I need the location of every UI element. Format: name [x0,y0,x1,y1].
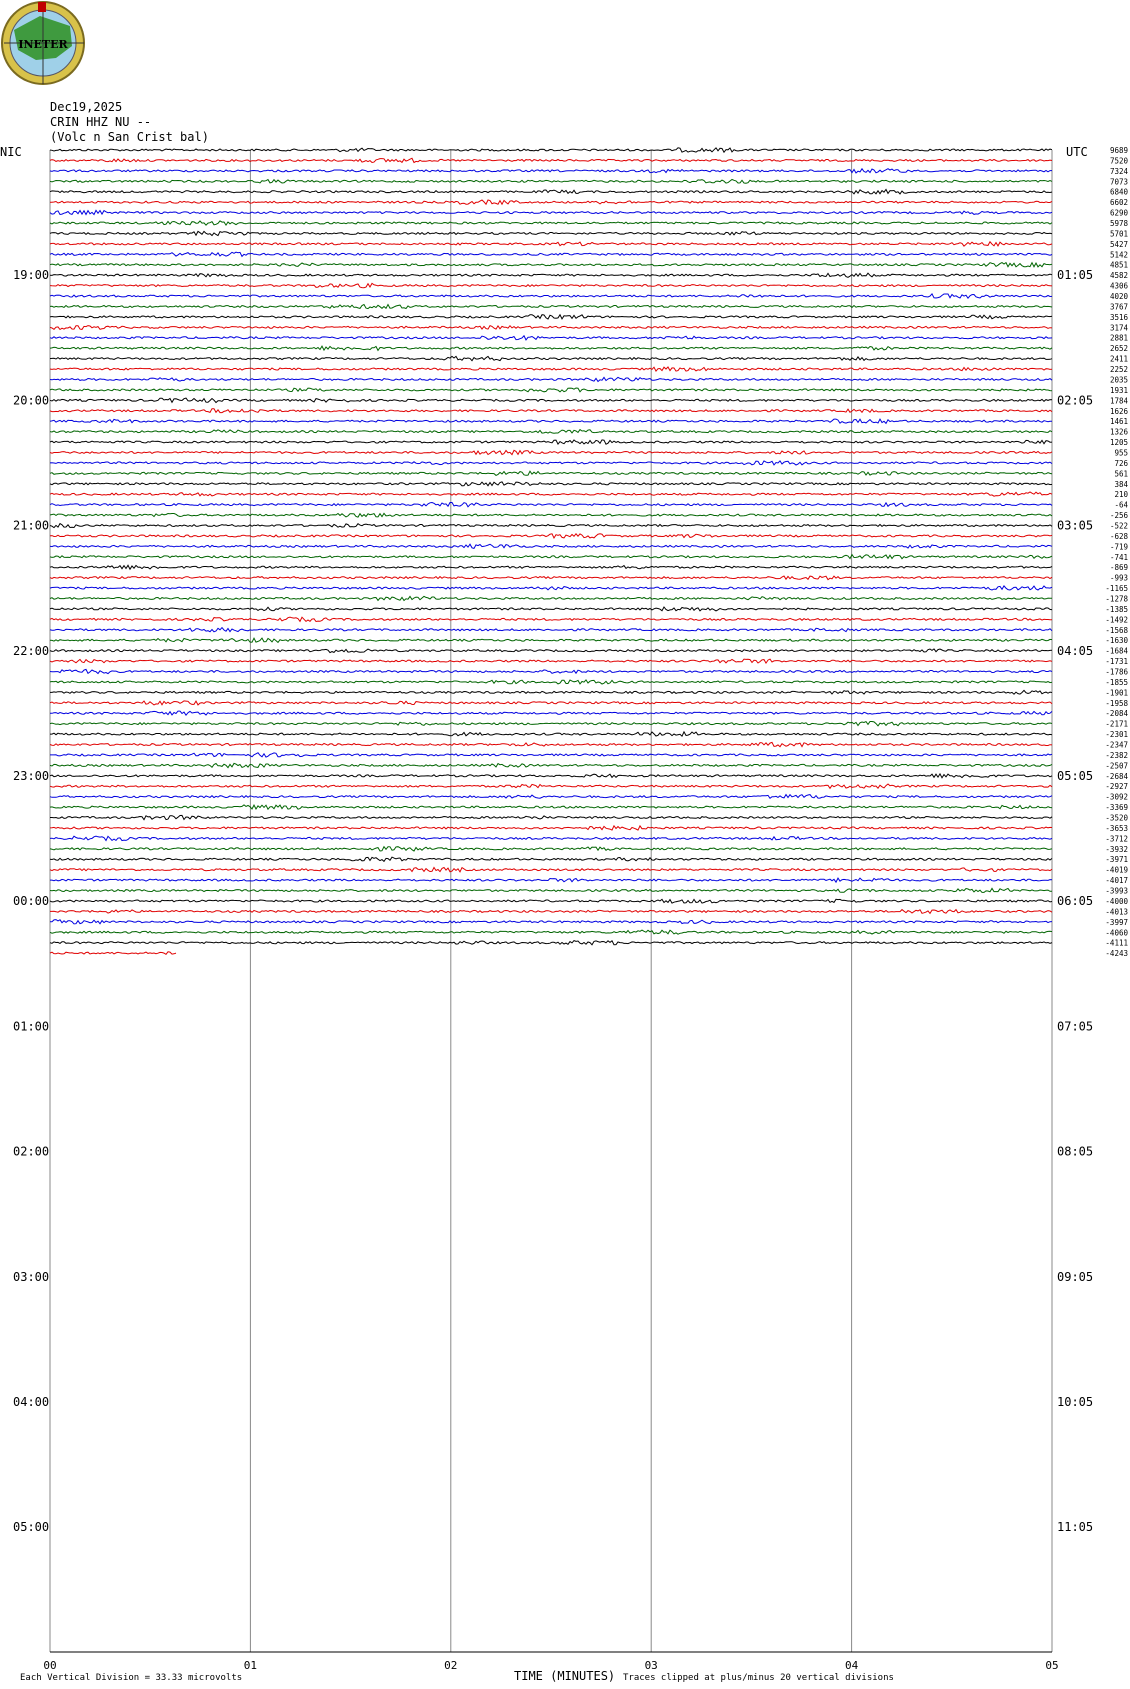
seismic-trace [50,711,1052,715]
trace-offset-label: 2035 [1109,375,1128,385]
trace-offset-label: -3971 [1105,855,1128,865]
trace-offset-label: -3712 [1105,834,1128,844]
seismic-trace [50,836,1052,840]
seismic-trace [50,722,1052,726]
x-tick-label: 05 [1045,1659,1059,1672]
seismic-trace [50,524,1052,528]
seismic-trace [50,200,1052,204]
trace-offset-label: 210 [1114,490,1128,500]
trace-offset-label: 7073 [1109,177,1128,187]
seismic-trace [50,263,1052,267]
seismic-trace [50,920,1052,924]
right-time-labels [1057,268,1093,1534]
seismic-trace [50,158,1052,162]
right-time-label: 01:05 [1057,268,1094,283]
trace-offset-label: 1784 [1109,396,1128,406]
seismic-trace [50,440,1052,444]
trace-offset-label: -3520 [1105,813,1128,823]
seismic-trace [50,430,1052,434]
trace-offset-label: 4306 [1109,281,1128,291]
seismic-trace [50,784,1052,788]
trace-offset-label: -3993 [1105,886,1128,896]
footer-clipping-note: Traces clipped at plus/minus 20 vertical divisions [623,1673,894,1683]
seismic-trace [50,805,1052,809]
seismic-trace [50,294,1052,298]
trace-offset-label: -522 [1109,521,1128,531]
seismic-trace [50,315,1052,319]
trace-offset-label: -1492 [1105,615,1128,625]
trace-offset-label: -4013 [1105,907,1128,917]
seismic-trace [50,690,1052,694]
trace-offset-label: 1931 [1109,385,1128,395]
seismic-trace [50,419,1052,423]
trace-offset-label: -2382 [1105,750,1128,760]
trace-offset-label: 5427 [1109,239,1128,249]
trace-offset-label: -4019 [1105,865,1128,875]
seismic-trace [50,492,1052,496]
footer-vertical-division: Each Vertical Division = 33.33 microvolts [20,1673,243,1683]
seismic-trace [50,628,1052,632]
right-time-label: 11:05 [1057,1520,1094,1535]
x-tick-label: 04 [844,1659,859,1672]
trace-offset-label: 1326 [1109,427,1128,437]
seismic-trace [50,952,176,955]
trace-offset-label: -628 [1109,531,1128,541]
seismic-trace [50,815,1052,819]
trace-offset-label: -869 [1109,563,1128,573]
right-time-label: 04:05 [1057,643,1094,658]
left-time-label: 23:00 [13,769,50,783]
right-time-label: 10:05 [1057,1395,1094,1409]
x-tick-label: 03 [644,1659,658,1672]
seismic-trace [50,941,1052,945]
seismic-trace [50,659,1052,663]
seismic-trace [50,576,1052,580]
right-time-label: 05:05 [1057,769,1094,783]
trace-offset-label: -1278 [1105,594,1128,604]
trace-offset-label: 3767 [1109,302,1128,312]
trace-offset-label: 6290 [1109,208,1128,218]
left-time-label: 00:00 [13,894,50,909]
trace-offset-label: 4851 [1109,260,1128,270]
seismic-trace [50,753,1052,757]
trace-offset-label: -2301 [1105,730,1128,740]
right-time-label: 08:05 [1057,1144,1094,1159]
seismic-trace [50,565,1052,569]
trace-offset-label: -1684 [1105,646,1128,656]
seismic-trace [50,701,1052,705]
trace-offset-label: 5978 [1109,219,1128,229]
left-time-label: 02:00 [13,1144,50,1159]
seismic-traces [50,148,1052,955]
seismic-trace [50,868,1052,872]
trace-offset-label: -2347 [1105,740,1128,750]
seismic-trace [50,367,1052,371]
trace-offset-label: 955 [1114,448,1128,458]
seismic-trace [50,190,1052,194]
seismic-trace [50,795,1052,799]
seismic-trace [50,774,1052,778]
trace-offset-label: -2684 [1105,771,1128,781]
seismic-trace [50,377,1052,381]
right-time-label: 03:05 [1057,518,1094,533]
trace-offset-label: -4017 [1105,876,1128,886]
seismic-trace [50,586,1052,590]
trace-offset-label: 561 [1114,469,1128,479]
trace-offset-label: -1958 [1105,698,1128,708]
x-tick-label: 00 [43,1659,57,1672]
left-time-label: 22:00 [13,643,50,658]
seismic-trace [50,283,1052,287]
right-time-label: 09:05 [1057,1269,1094,1284]
left-time-label: 05:00 [13,1520,50,1535]
trace-offset-label: -1731 [1105,657,1128,667]
trace-offset-label: -256 [1109,511,1128,521]
seismic-trace [50,409,1052,413]
left-time-label: 19:00 [13,268,50,283]
left-time-label: 04:00 [13,1395,50,1409]
seismic-trace [50,482,1052,486]
trace-offset-label: -993 [1109,573,1128,583]
trace-offset-label: -1630 [1105,636,1128,646]
left-time-label: 03:00 [13,1269,50,1284]
header-station: CRIN HHZ NU -- [50,115,152,129]
trace-offset-label: 1461 [1109,417,1128,427]
trace-offset-label: 3174 [1109,323,1128,333]
trace-offset-label: -3653 [1105,823,1128,833]
seismic-trace [50,742,1052,746]
seismic-trace [50,398,1052,402]
trace-offset-label: -1165 [1105,584,1128,594]
trace-offset-label: -4243 [1105,949,1128,959]
trace-offset-label: 9689 [1109,146,1128,155]
seismic-trace [50,847,1052,851]
left-time-label: 20:00 [13,393,50,408]
trace-offset-label: -2171 [1105,719,1128,729]
header-date: Dec19,2025 [50,100,123,114]
right-time-label: 07:05 [1057,1019,1094,1034]
trace-offset-label: 2652 [1109,344,1128,354]
seismic-trace [50,180,1052,184]
seismic-trace [50,669,1052,673]
trace-offset-label: 726 [1114,458,1128,468]
left-time-label: 01:00 [13,1019,50,1034]
trace-offset-label: 4020 [1109,292,1128,302]
seismic-trace [50,210,1052,214]
trace-offset-label: 4582 [1109,271,1128,281]
trace-offset-labels [1105,146,1128,958]
trace-offset-label: 3516 [1109,312,1128,322]
trace-offset-label: 6602 [1109,198,1128,208]
seismic-trace [50,607,1052,611]
seismic-trace [50,878,1052,882]
trace-offset-label: 1626 [1109,406,1128,416]
seismic-trace [50,544,1052,548]
seismic-trace [50,732,1052,736]
seismic-trace [50,148,1052,152]
seismic-trace [50,763,1052,767]
trace-offset-label: -64 [1114,500,1128,510]
x-tick-label: 02 [444,1659,458,1672]
trace-offset-label: -719 [1109,542,1128,552]
seismic-trace [50,680,1052,684]
trace-offset-label: 384 [1114,479,1128,489]
logo-text: INETER [18,38,68,51]
seismic-trace [50,326,1052,330]
right-time-label: 02:05 [1057,393,1094,408]
trace-offset-label: 2411 [1109,354,1128,364]
right-time-label: 06:05 [1057,894,1094,909]
seismic-trace [50,450,1052,454]
trace-offset-label: 5701 [1109,229,1128,239]
trace-offset-label: -3369 [1105,803,1128,813]
trace-offset-label: -1786 [1105,667,1128,677]
seismic-trace [50,596,1052,600]
trace-offset-label: -3997 [1105,917,1128,927]
seismic-trace [50,169,1052,173]
trace-offset-label: -2084 [1105,709,1128,719]
trace-offset-label: 2881 [1109,333,1128,343]
left-time-labels [13,268,49,1534]
trace-offset-label: -1901 [1105,688,1128,698]
left-axis-label: NIC [0,145,22,159]
seismic-trace [50,534,1052,538]
seismic-trace [50,471,1052,475]
ineter-logo [0,0,88,88]
trace-offset-label: -2927 [1105,782,1128,792]
seismic-trace [50,252,1052,256]
trace-offset-label: -4060 [1105,928,1128,938]
seismic-trace [50,826,1052,830]
seismic-trace [50,231,1052,235]
seismic-trace [50,857,1052,861]
seismic-trace [50,346,1052,350]
trace-offset-label: 7324 [1109,166,1128,176]
seismic-trace [50,555,1052,559]
seismic-trace [50,910,1052,914]
seismic-trace [50,513,1052,517]
trace-offset-label: 5142 [1109,250,1128,260]
seismic-trace [50,221,1052,225]
seismic-trace [50,242,1052,246]
seismic-trace [50,273,1052,277]
right-axis-label: UTC [1066,145,1088,159]
seismic-trace [50,638,1052,642]
x-axis-label: TIME (MINUTES) [514,1669,616,1683]
seismic-trace [50,388,1052,392]
seismic-trace [50,888,1052,892]
seismic-trace [50,899,1052,903]
seismic-trace [50,356,1052,360]
trace-offset-label: -4111 [1105,938,1128,948]
trace-offset-label: 6840 [1109,187,1128,197]
trace-offset-label: -2507 [1105,761,1128,771]
trace-offset-label: 2252 [1109,365,1128,375]
trace-offset-label: -1385 [1105,604,1128,614]
trace-offset-label: 7520 [1109,156,1128,166]
trace-offset-label: -741 [1109,552,1128,562]
trace-offset-label: 1205 [1109,438,1128,448]
x-tick-label: 01 [243,1659,258,1672]
trace-offset-label: -1855 [1105,677,1128,687]
seismic-trace [50,305,1052,309]
seismic-trace [50,336,1052,340]
trace-offset-label: -4000 [1105,896,1128,906]
left-time-label: 21:00 [13,518,50,533]
seismic-trace [50,649,1052,653]
seismic-trace [50,617,1052,621]
trace-offset-label: -3092 [1105,792,1128,802]
seismic-trace [50,461,1052,465]
seismic-trace [50,930,1052,934]
trace-offset-label: -3932 [1105,844,1128,854]
trace-offset-label: -1568 [1105,625,1128,635]
header-location: (Volc n San Crist bal) [50,130,209,144]
seismic-trace [50,503,1052,507]
